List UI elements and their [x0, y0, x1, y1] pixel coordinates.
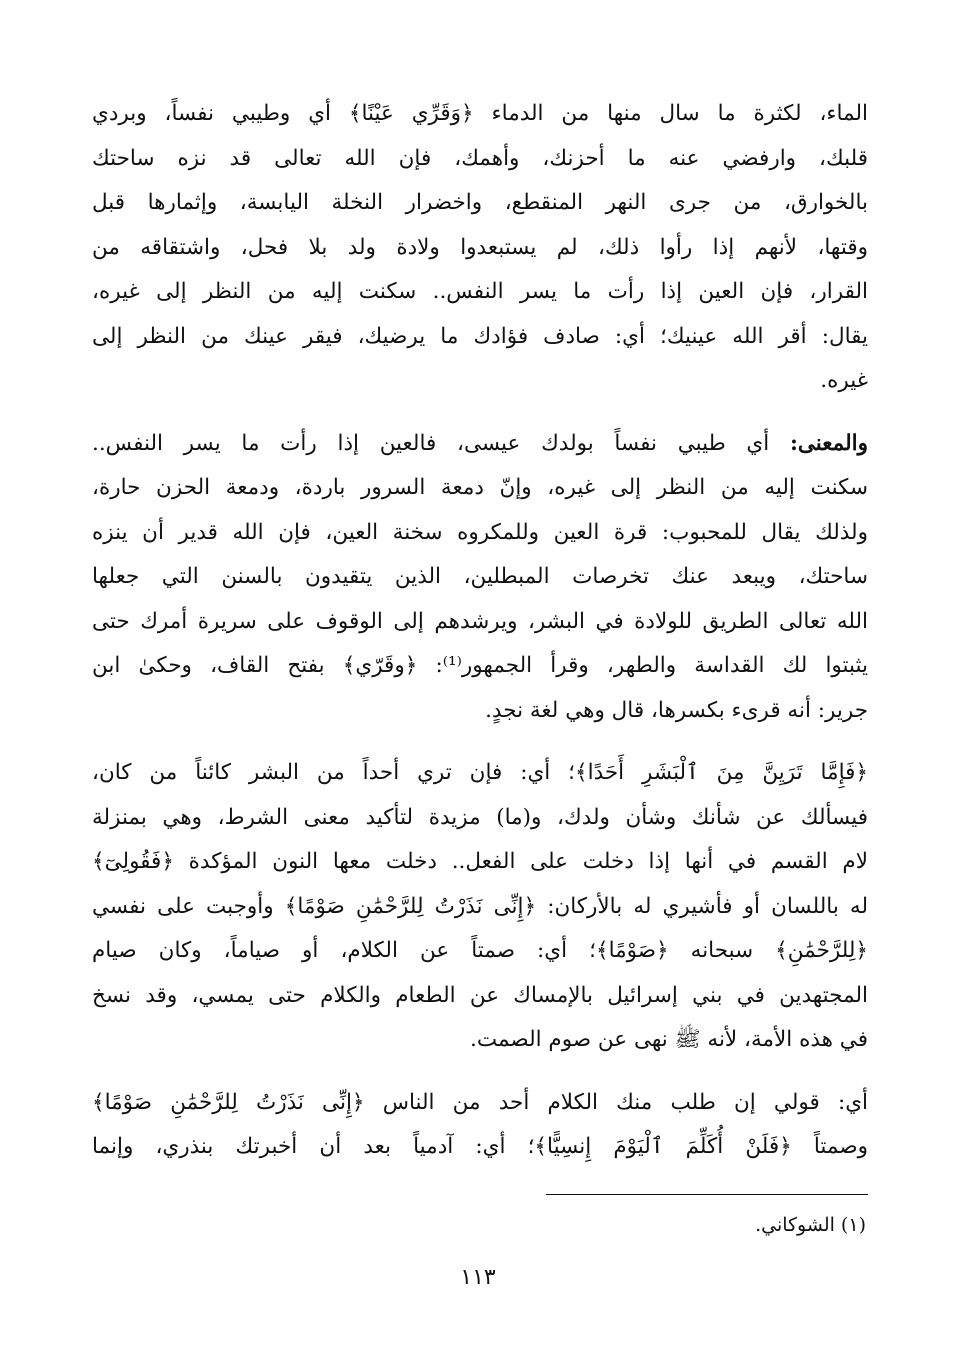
text-line: الماء، لكثرة ما سال منها من الدماء ﴿وَقَرِّي عَيْنًا﴾ أي وطيبي نفساً، وبردي	[92, 101, 868, 126]
text-line: فيسألك عن شأنك وشأن ولدك، و(ما) مزيدة لتأكيد معنى الشرط، وهي بمنزلة	[92, 804, 868, 830]
footnote: (١) الشوكاني.	[755, 1214, 866, 1236]
text-line: لام القسم في أنها إذا دخلت على الفعل.. دخلت معها النون المؤكدة ﴿فَقُولِىٓ﴾	[92, 849, 868, 874]
text-line: وقتها، لأنهم إذا رأوا ذلك، لم يستبعدوا ولادة ولد بلا فحل، واشتقاقه من	[92, 234, 868, 260]
text-line: يقال: أقر الله عينيك؛ أي: صادف فؤادك ما يرضيك، فيقر عينك من النظر إلى	[92, 323, 868, 349]
page-number: ١١٣	[460, 1265, 496, 1290]
text-line: ولذلك يقال للمحبوب: قرة العين وللمكروه سخنة العين، فإن الله قدير أن ينزه	[92, 519, 868, 545]
text-line: بالخوارق، من جرى النهر المنقطع، واخضرار النخلة اليابسة، وإثمارها قبل	[92, 190, 868, 215]
text-line: القرار، فإن العين إذا رأت ما يسر النفس.. سكنت إليه من النظر إلى غيره،	[92, 279, 868, 304]
text-line: ﴿فَإِمَّا تَرَيِنَّ مِنَ ٱلْبَشَرِ أَحَدًا﴾؛ أي: فإن تري أحداً من البشر كائناً من كان،	[92, 760, 868, 785]
text-line: الله تعالى الطريق للولادة في البشر، ويرشدهم إلى الوقوف على سريرة أمرك حتى	[92, 608, 868, 634]
page-body	[92, 92, 868, 1170]
text-line: في هذه الأمة، لأنه ﷺ نهى عن صوم الصمت.	[470, 1027, 868, 1052]
text-line: ﴿لِلرَّحْمَٰنِ﴾ سبحانه ﴿صَوْمًا﴾؛ أي: صمتاً عن الكلام، أو صياماً، وكان صيام	[92, 938, 868, 963]
text-line: المجتهدين في بني إسرائيل بالإمساك عن الطعام والكلام حتى يمسي، وقد نسخ	[92, 982, 868, 1008]
paragraph-2	[92, 422, 868, 734]
paragraph-3	[92, 751, 868, 1063]
text-line: قلبك، وارفضي عنه ما أحزنك، وأهمك، فإن الله تعالى قد نزه ساحتك	[92, 145, 868, 171]
paragraph-lead: والمعنى:	[789, 430, 868, 456]
text-line-rest: أي طيبي نفساً بولدك عيسى، فالعين إذا رأت ما يسر النفس..	[92, 430, 790, 456]
text-line: له باللسان أو فأشيري له بالأركان: ﴿إِنِّى نَذَرْتُ لِلرَّحْمَٰنِ صَوْمًا﴾ وأوجبت على نفسي	[92, 893, 868, 919]
text-line: جرير: أنه قرىء بكسرها، قال وهي لغة نجدٍ.	[485, 697, 868, 723]
text-line: يثبتوا لك القداسة والطهر، وقرأ الجمهور⁽¹⁾: ﴿وقَرّي﴾ بفتح القاف، وحكىٰ ابن	[92, 653, 868, 678]
text-line: وصمتاً ﴿فَلَنْ أُكَلِّمَ ٱلْيَوْمَ إِنسِيًّا﴾؛ أي: آدمياً بعد أن أخبرتك بنذري، وإنما	[92, 1134, 868, 1159]
footnote-divider	[546, 1194, 868, 1195]
text-line: غيره.	[820, 368, 868, 393]
text-line: ساحتك، ويبعد عنك تخرصات المبطلين، الذين يتقيدون بالسنن التي جعلها	[92, 564, 868, 589]
text-line: سكنت إليه من النظر إلى غيره، وإنّ دمعة السرور باردة، ودمعة الحزن حارة،	[92, 475, 868, 500]
text-line: أي: قولي إن طلب منك الكلام أحد من الناس ﴿إِنِّى نَذَرْتُ لِلرَّحْمَٰنِ صَوْمًا﴾	[92, 1089, 868, 1115]
paragraph-1	[92, 92, 868, 404]
text-line	[92, 422, 868, 467]
paragraph-4	[92, 1081, 868, 1170]
